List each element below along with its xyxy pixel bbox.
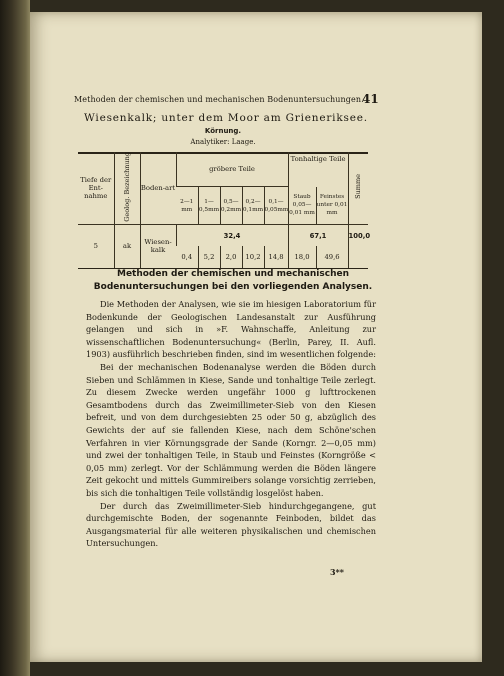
cell-value-5: 14,8: [264, 246, 288, 268]
header-size-2: 1—0,5mm: [198, 187, 220, 224]
table-subtitle: Körnung.: [204, 127, 242, 135]
header-size-5: 0,1—0,05mm: [264, 187, 288, 224]
running-header: Methoden der chemischen und mechanischen Bodenuntersuchungen.: [74, 95, 364, 104]
header-staub: Staub 0,05—0,01 mm: [288, 187, 316, 224]
header-size-1: 2—1 mm: [176, 187, 198, 224]
paragraph-3: Der durch das Zweimillimeter-Sieb hindurchgegangene, gut durchgemischte Boden, der sogenannte Feinboden, bildet das Ausgangsmaterial für alle weiteren physikalischen und chemischen Untersuchungen.: [86, 500, 376, 549]
grain-size-table: [78, 152, 371, 269]
header-grobere-teile: gröbere Teile: [176, 152, 288, 187]
page-number: 41: [362, 92, 379, 106]
header-geolog: Geolog. Bezeichnung: [114, 152, 140, 224]
header-bodenart: Boden-art: [140, 152, 176, 224]
book-spine-shadow: [0, 0, 30, 676]
cell-geolog: ak: [114, 224, 140, 268]
signature-mark: 3**: [330, 567, 344, 577]
header-feinstes: Feinstes unter 0,01 mm: [316, 187, 348, 224]
cell-value-1: 0,4: [176, 246, 198, 268]
cell-value-2: 5,2: [198, 246, 220, 268]
header-size-3: 0,5—0,2mm: [220, 187, 242, 224]
cell-feinstes: 49,6: [316, 246, 348, 268]
paragraph-2: Bei der mechanischen Bodenanalyse werden die Böden durch Sieben und Schlämmen in Kiese, Sande und tonhaltige Teile zerlegt. Zu diesem Zwecke werden ungefähr 1000 g lufttrockenen Gesamtbodens durch das Zweimillimeter-Sieb von den Kiesen befreit, und von dem durchgesiebten 25 oder 50 g, abzüglich des Gewichts der auf sie fallenden Kiese, nach dem Schöne'schen Verfahren in vier Körnungsgrade der Sande (Korngr. 2—0,05 mm) und zwei der tonhaltigen Teile, in Staub und Feinstes (Korngröße < 0,05 mm) zerlegt. Vor der Schlämmung werden die Böden längere Zeit gekocht und mittels Gummireibers solange vorsichtig zerrieben, bis sich die tonhaltigen Teile vollständig losgelöst haben.: [86, 361, 376, 498]
body-text: [86, 298, 376, 550]
header-size-4: 0,2—0,1mm: [242, 187, 264, 224]
cell-tonhaltige-total: 67,1: [288, 224, 348, 246]
header-summe: Summe: [348, 152, 368, 224]
cell-tiefe: 5: [78, 224, 114, 268]
cell-bodenart: Wiesen-kalk: [140, 224, 176, 268]
table-title: Wiesenkalk; unter dem Moor am Grieneriksee.: [84, 112, 368, 124]
header-tonhaltige-teile: Tonhaltige Teile: [288, 152, 348, 187]
header-tiefe: Tiefe der Ent-nahme: [78, 152, 114, 224]
cell-staub: 18,0: [288, 246, 316, 268]
cell-grobere-total: 32,4: [176, 224, 288, 246]
cell-summe: 100,0: [348, 224, 368, 268]
cell-value-4: 10,2: [242, 246, 264, 268]
cell-value-3: 2,0: [220, 246, 242, 268]
section-heading: Methoden der chemischen und mechanischen Bodenuntersuchungen bei den vorliegenden Analysen.: [93, 269, 373, 292]
paragraph-1: Die Methoden der Analysen, wie sie im hiesigen Laboratorium für Bodenkunde der Geologischen Landesanstalt zur Ausführung gelangen und sich in »F. Wahnschaffe, Anleitung zur wissenschaftlichen Bodenuntersuchung« (Berlin, Parey, II. Aufl. 1903) ausführlich beschrieben finden, sind im wesentlichen folgende:: [86, 299, 376, 360]
analyst-line: Analytiker: Laage.: [190, 138, 256, 146]
